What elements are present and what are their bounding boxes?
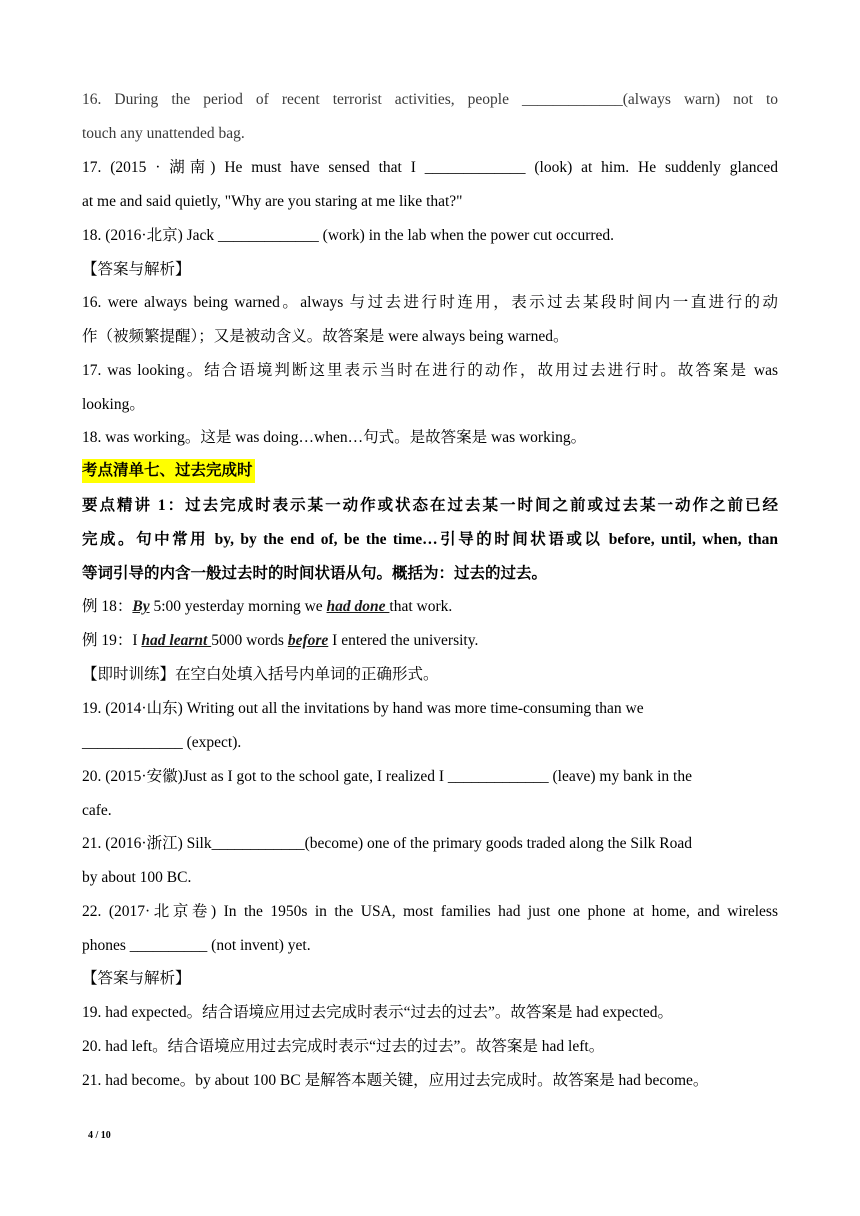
- question-16-line-2: touch any unattended bag.: [82, 125, 245, 142]
- question-17-line-1: 17. (2015 · 湖南) He must have sensed that I _____________ (look) at him. He suddenly glanced: [82, 159, 778, 176]
- answer-18: 18. was working。这是 was doing…when…句式。是故答案是 was working。: [82, 429, 587, 446]
- answer-20: 20. had left。结合语境应用过去完成时表示“过去的过去”。故答案是 had left。: [82, 1038, 605, 1055]
- example-18: [82, 597, 778, 617]
- question-22-line-1: 22. (2017·北京卷) In the 1950s in the USA, most families had just one phone at home, and wireless: [82, 903, 778, 920]
- example-18-text-2: that work.: [389, 598, 453, 615]
- example-18-keyword-by: By: [132, 598, 150, 615]
- example-19-keyword-before: before: [287, 632, 329, 649]
- answer-16-line-2: 作（被频繁提醒）；又是被动含义。故答案是 were always being warned。: [82, 328, 569, 345]
- question-19-line-2: _____________ (expect).: [82, 734, 242, 751]
- answer-17-line-2: looking。: [82, 396, 145, 413]
- page-number: 4 / 10: [88, 1130, 111, 1141]
- section-heading: 考点清单七、过去完成时: [82, 459, 255, 483]
- answer-header: 【答案与解析】: [82, 261, 191, 278]
- answer-16-line-1: 16. were always being warned。always 与过去进行时连用，表示过去某段时间内一直进行的动: [82, 294, 778, 311]
- question-17-line-2: at me and said quietly, "Why are you staring at me like that?": [82, 193, 463, 210]
- answer-19: 19. had expected。结合语境应用过去完成时表示“过去的过去”。故答案是 had expected。: [82, 1004, 674, 1021]
- answer-17-line-1: 17. was looking。结合语境判断这里表示当时在进行的动作，故用过去进行时。故答案是 was: [82, 362, 778, 379]
- question-21-line-1: 21. (2016·浙江) Silk____________(become) one of the primary goods traded along the Silk Road: [82, 835, 692, 852]
- example-18-keyword-had-done: had done: [326, 598, 390, 615]
- question-21-line-2: by about 100 BC.: [82, 869, 192, 886]
- key-point-line-1: 要点精讲 1：过去完成时表示某一动作或状态在过去某一时间之前或过去某一动作之前已经: [82, 497, 778, 514]
- example-19-text-2: I entered the university.: [328, 632, 479, 649]
- question-19-line-1: 19. (2014·山东) Writing out all the invitations by hand was more time-consuming than we: [82, 700, 644, 717]
- answer-21: 21. had become。by about 100 BC 是解答本题关键，应用过去完成时。故答案是 had become。: [82, 1072, 709, 1089]
- example-18-prefix: 例 18：: [82, 598, 133, 615]
- question-22-line-2: phones __________ (not invent) yet.: [82, 937, 311, 954]
- question-16-line-1: 16. During the period of recent terrorist activities, people _____________(always warn) not to: [82, 91, 778, 108]
- example-19-text-1: 5000 words: [211, 632, 288, 649]
- example-19-prefix: 例 19：I: [82, 632, 142, 649]
- question-20-line-1: 20. (2015·安徽)Just as I got to the school gate, I realized I _____________ (leave) my bank in the: [82, 768, 692, 785]
- answer-header-2: 【答案与解析】: [82, 970, 191, 987]
- example-19-keyword-had-learnt: had learnt: [141, 632, 212, 649]
- question-20-line-2: cafe.: [82, 802, 112, 819]
- practice-instruction: 【即时训练】在空白处填入括号内单词的正确形式。: [82, 666, 439, 683]
- key-point-line-3: 等词引导的内含一般过去时的时间状语从句。概括为：过去的过去。: [82, 565, 548, 582]
- question-18: 18. (2016·北京) Jack _____________ (work) in the lab when the power cut occurred.: [82, 227, 615, 244]
- key-point-line-2: 完成。句中常用 by, by the end of, be the time…引导的时间状语或以 before, until, when, than: [82, 531, 778, 548]
- example-19: [82, 631, 778, 651]
- example-18-text-1: 5:00 yesterday morning we: [149, 598, 327, 615]
